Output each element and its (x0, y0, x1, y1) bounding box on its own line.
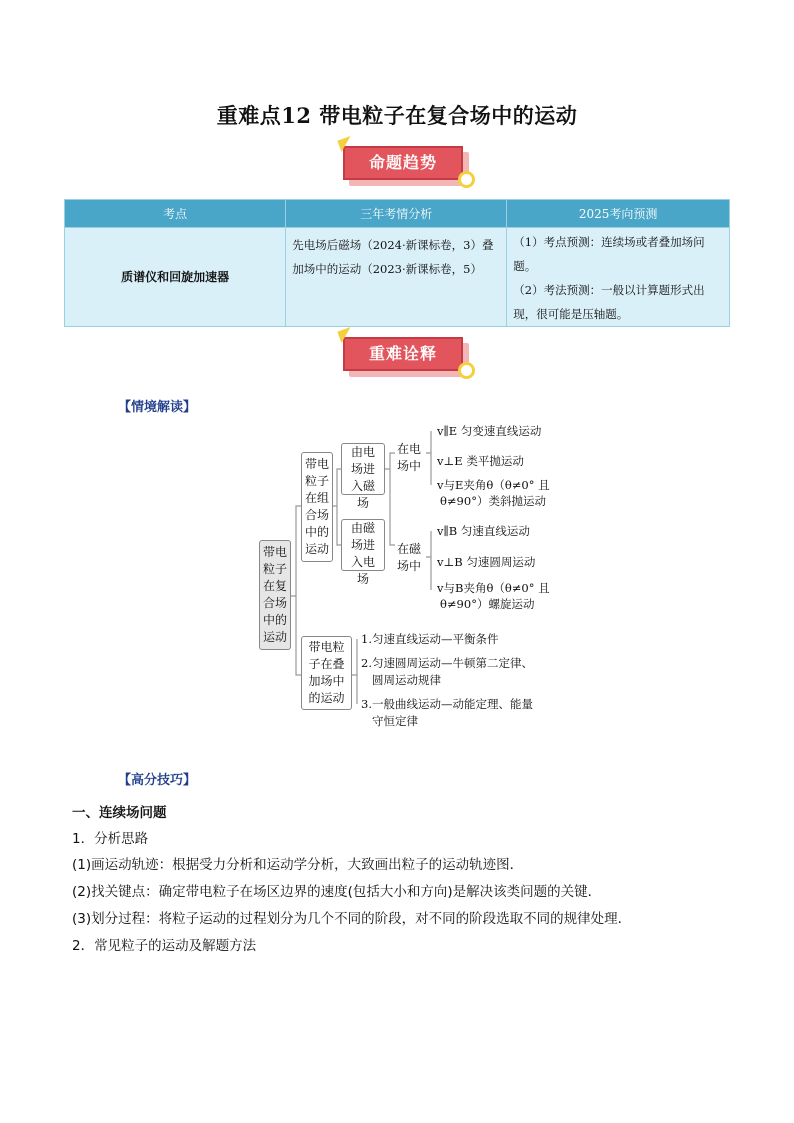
e-item-angle-1: v与E夹角θ（θ≠0° 且 (437, 478, 550, 492)
e-to-b-node: 由电场进入磁场 (341, 443, 385, 495)
b-item-parallel: v∥B 匀速直线运动 (437, 524, 530, 538)
section-heading: 一、连续场问题 (72, 805, 167, 821)
prediction-2: （2）考法预测：一般以计算题形式出现，很可能是压轴题。 (513, 283, 705, 321)
combined-field-node: 带电粒子在组合场中的运动 (301, 452, 333, 562)
superposed-field-node: 带电粒子在叠加场中的运动 (301, 636, 352, 710)
header-prediction: 2025考向预测 (507, 200, 730, 228)
e-item-parallel: v∥E 匀变速直线运动 (437, 424, 542, 438)
b-item-perpendicular: v⊥B 匀速圆周运动 (437, 555, 536, 569)
paragraph-4: (3)划分过程：将粒子运动的过程划分为几个不同的阶段，对不同的阶段选取不同的规律处理． (72, 911, 632, 927)
trend-banner-label: 命题趋势 (343, 146, 463, 180)
root-node: 带电粒子在复合场中的运动 (259, 540, 291, 650)
header-topic: 考点 (65, 200, 286, 228)
s-item-2b: 圆周运动规律 (372, 673, 441, 687)
context-label: 【情境解读】 (118, 400, 197, 415)
page-title: 重难点12 带电粒子在复合场中的运动 (216, 103, 578, 128)
s-item-2: 2.匀速圆周运动—牛顿第二定律、 (361, 656, 533, 670)
cell-topic: 质谱仪和回旋加速器 (65, 228, 286, 327)
in-electric-field: 在电场中 (397, 442, 422, 473)
prediction-1: （1）考点预测：连续场或者叠加场问题。 (513, 235, 705, 273)
paragraph-3: (2)找关键点：确定带电粒子在场区边界的速度(包括大小和方向)是解决该类问题的关键． (72, 884, 602, 900)
e-item-perpendicular: v⊥E 类平抛运动 (437, 454, 524, 468)
s-item-1: 1.匀速直线运动—平衡条件 (361, 632, 499, 646)
paragraph-1: 1．分析思路 (72, 831, 149, 847)
e-item-angle-2: θ≠90°）类斜抛运动 (440, 494, 546, 508)
in-magnetic-field: 在磁场中 (397, 542, 422, 573)
s-item-3: 3.一般曲线运动—动能定理、能量 (361, 697, 533, 711)
b-item-angle-2: θ≠90°）螺旋运动 (440, 597, 535, 611)
cell-analysis: 先电场后磁场（2024·新课标卷，3）叠加场中的运动（2023·新课标卷，5） (286, 228, 507, 327)
paragraph-5: 2．常见粒子的运动及解题方法 (72, 938, 257, 954)
paragraph-2: (1)画运动轨迹：根据受力分析和运动学分析，大致画出粒子的运动轨迹图． (72, 857, 524, 873)
s-item-3b: 守恒定律 (372, 714, 418, 728)
b-to-e-node: 由磁场进入电场 (341, 519, 385, 571)
header-analysis: 三年考情分析 (286, 200, 507, 228)
b-item-angle-1: v与B夹角θ（θ≠0° 且 (437, 581, 550, 595)
explain-banner-label: 重难诠释 (343, 337, 463, 371)
skills-label: 【高分技巧】 (118, 773, 197, 788)
